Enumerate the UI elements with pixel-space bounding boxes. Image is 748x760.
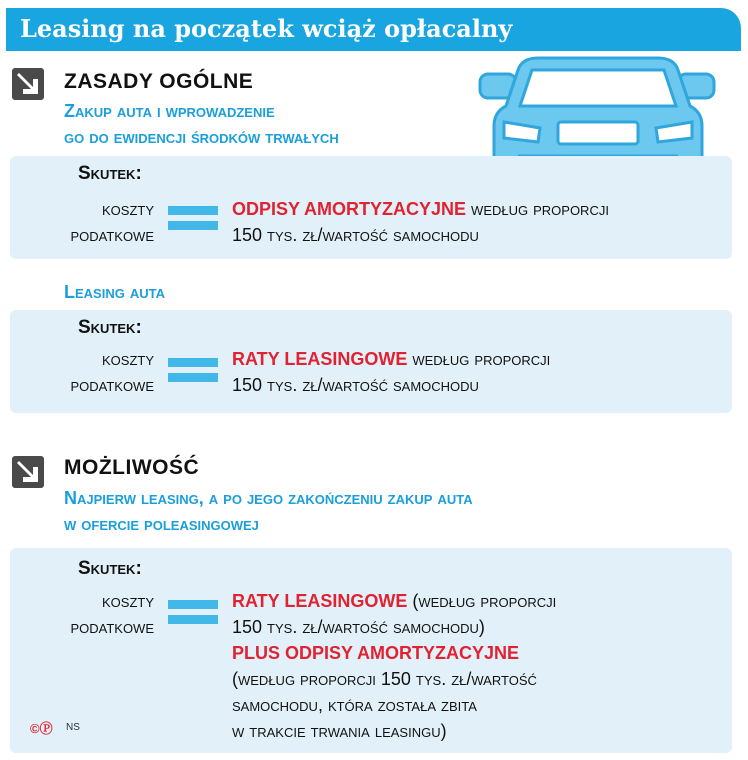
tax-costs-label [14, 588, 154, 640]
tax-costs-line: koszty [101, 591, 154, 611]
tax-costs-line: podatkowe [70, 375, 154, 395]
tax-costs-line: koszty [101, 199, 154, 219]
desc-text: 150 tys. zł/wartość samochodu) [232, 617, 485, 637]
result-label: Skutek: [78, 317, 142, 338]
section-subhead-purchase [64, 98, 339, 150]
equals-icon [168, 206, 218, 232]
tax-costs-line: podatkowe [70, 617, 154, 637]
desc-text: w trakcie trwania leasingu) [232, 721, 447, 741]
tax-costs-label [14, 346, 154, 398]
desc-text: 150 tys. zł/wartość samochodu [232, 375, 479, 395]
section-subhead-leasing: Leasing auta [64, 282, 165, 302]
result-box-leasing [10, 310, 732, 413]
section-heading-general: ZASADY OGÓLNE [64, 70, 254, 93]
tax-costs-line: podatkowe [70, 225, 154, 245]
desc-text: według proporcji [466, 199, 609, 219]
banner-underline [6, 48, 741, 51]
result-label: Skutek: [78, 558, 142, 579]
highlight-term: RATY LEASINGOWE [232, 591, 408, 611]
arrow-down-right-icon [12, 68, 44, 100]
tax-costs-label [14, 196, 154, 248]
result-description [232, 196, 609, 248]
copyright-mark: ©Ⓟ [30, 721, 53, 736]
equals-icon [168, 600, 218, 626]
author-initials: NS [66, 722, 80, 733]
result-box-purchase [10, 156, 732, 259]
subhead-line: w ofercie poleasingowej [64, 514, 259, 534]
result-description [232, 346, 550, 398]
result-label: Skutek: [78, 163, 142, 184]
desc-text: według proporcji [407, 349, 551, 369]
highlight-term: ODPISY AMORTYZACYJNE [232, 199, 467, 219]
result-description [232, 588, 556, 744]
tax-costs-line: koszty [101, 349, 154, 369]
equals-icon [168, 358, 218, 384]
desc-text: (według proporcji [407, 591, 557, 611]
subhead-line: go do ewidencji środków trwałych [64, 127, 339, 147]
page-title: Leasing na początek wciąż opłacalny [20, 14, 513, 43]
highlight-term: PLUS ODPISY AMORTYZACYJNE [232, 643, 520, 663]
desc-text: 150 tys. zł/wartość samochodu [232, 225, 479, 245]
arrow-down-right-icon [12, 456, 44, 488]
desc-text: (według proporcji 150 tys. zł/wartość [232, 669, 537, 689]
title-banner [6, 8, 741, 48]
section-subhead-post-leasing [64, 485, 473, 537]
desc-text: samochodu, która została zbita [232, 695, 477, 715]
section-heading-possibility: MOŻLIWOŚĆ [64, 456, 200, 479]
subhead-line: Najpierw leasing, a po jego zakończeniu zakup auta [64, 488, 473, 508]
highlight-term: RATY LEASINGOWE [232, 349, 408, 369]
result-box-post-leasing [10, 548, 732, 753]
subhead-line: Zakup auta i wprowadzenie [64, 101, 275, 121]
